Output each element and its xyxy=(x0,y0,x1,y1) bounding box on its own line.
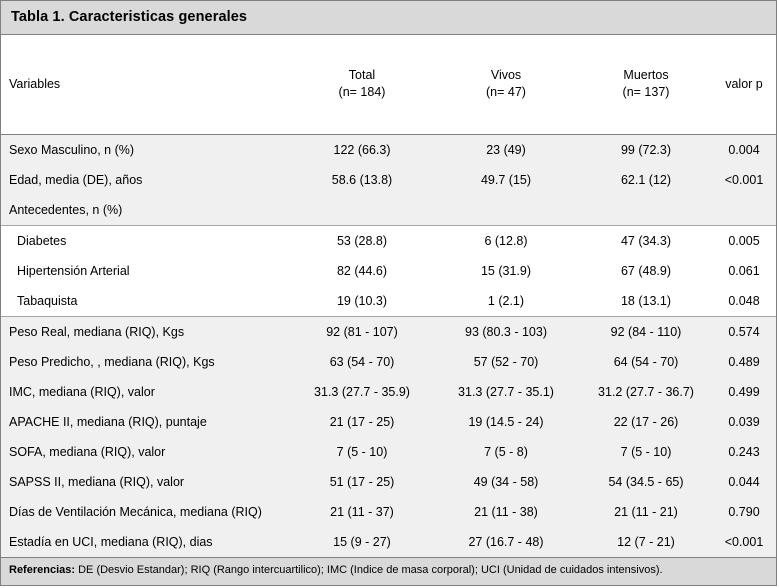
cell-total: 21 (11 - 37) xyxy=(288,497,436,527)
cell-pvalue: 0.574 xyxy=(716,317,776,348)
cell-total: 58.6 (13.8) xyxy=(288,165,436,195)
table-row xyxy=(1,135,776,166)
cell-muertos: 12 (7 - 21) xyxy=(576,527,716,557)
cell-total: 92 (81 - 107) xyxy=(288,317,436,348)
cell-vivos: 21 (11 - 38) xyxy=(436,497,576,527)
footnote-label: Referencias: xyxy=(9,564,76,577)
row-label: Peso Real, mediana (RIQ), Kgs xyxy=(1,317,288,348)
table-row xyxy=(1,165,776,195)
column-header-muertos-label: Muertos xyxy=(623,67,669,82)
cell-muertos: 67 (48.9) xyxy=(576,256,716,286)
cell-vivos: 49.7 (15) xyxy=(436,165,576,195)
column-header-variables: Variables xyxy=(1,35,288,135)
cell-pvalue: <0.001 xyxy=(716,527,776,557)
cell-vivos: 57 (52 - 70) xyxy=(436,347,576,377)
table-header-row xyxy=(1,35,776,135)
cell-total: 31.3 (27.7 - 35.9) xyxy=(288,377,436,407)
table-body xyxy=(1,35,776,557)
table-title: Tabla 1. Caracteristicas generales xyxy=(1,1,776,35)
row-label: Antecedentes, n (%) xyxy=(1,195,288,226)
column-header-total-label: Total xyxy=(348,67,376,82)
column-header-vivos-count: (n= 47) xyxy=(486,84,526,99)
cell-total: 51 (17 - 25) xyxy=(288,467,436,497)
table-row xyxy=(1,437,776,467)
table-row xyxy=(1,347,776,377)
cell-pvalue: 0.243 xyxy=(716,437,776,467)
cell-pvalue: <0.001 xyxy=(716,165,776,195)
cell-vivos: 1 (2.1) xyxy=(436,286,576,317)
cell-total: 21 (17 - 25) xyxy=(288,407,436,437)
cell-vivos: 31.3 (27.7 - 35.1) xyxy=(436,377,576,407)
cell-pvalue: 0.489 xyxy=(716,347,776,377)
cell-vivos: 27 (16.7 - 48) xyxy=(436,527,576,557)
column-header-pvalue: valor p xyxy=(716,35,776,135)
cell-pvalue: 0.004 xyxy=(716,135,776,166)
cell-pvalue: 0.499 xyxy=(716,377,776,407)
cell-muertos: 54 (34.5 - 65) xyxy=(576,467,716,497)
cell-vivos: 19 (14.5 - 24) xyxy=(436,407,576,437)
cell-vivos: 7 (5 - 8) xyxy=(436,437,576,467)
cell-muertos: 7 (5 - 10) xyxy=(576,437,716,467)
table-row xyxy=(1,195,776,226)
cell-total: 82 (44.6) xyxy=(288,256,436,286)
cell-pvalue: 0.790 xyxy=(716,497,776,527)
cell-pvalue: 0.048 xyxy=(716,286,776,317)
cell-pvalue: 0.005 xyxy=(716,226,776,257)
cell-muertos: 99 (72.3) xyxy=(576,135,716,166)
row-label: SAPSS II, mediana (RIQ), valor xyxy=(1,467,288,497)
column-header-vivos xyxy=(436,35,576,135)
cell-muertos: 21 (11 - 21) xyxy=(576,497,716,527)
row-label: Hipertensión Arterial xyxy=(1,256,288,286)
cell-muertos: 18 (13.1) xyxy=(576,286,716,317)
cell-total: 15 (9 - 27) xyxy=(288,527,436,557)
cell-vivos xyxy=(436,195,576,226)
row-label: Estadía en UCI, mediana (RIQ), dias xyxy=(1,527,288,557)
cell-pvalue: 0.039 xyxy=(716,407,776,437)
cell-vivos: 6 (12.8) xyxy=(436,226,576,257)
cell-muertos: 31.2 (27.7 - 36.7) xyxy=(576,377,716,407)
row-label: Peso Predicho, , mediana (RIQ), Kgs xyxy=(1,347,288,377)
cell-vivos: 23 (49) xyxy=(436,135,576,166)
cell-pvalue: 0.061 xyxy=(716,256,776,286)
cell-total: 53 (28.8) xyxy=(288,226,436,257)
cell-vivos: 49 (34 - 58) xyxy=(436,467,576,497)
column-header-muertos xyxy=(576,35,716,135)
cell-pvalue xyxy=(716,195,776,226)
cell-total: 122 (66.3) xyxy=(288,135,436,166)
cell-muertos xyxy=(576,195,716,226)
table-row xyxy=(1,467,776,497)
table-row xyxy=(1,527,776,557)
cell-muertos: 22 (17 - 26) xyxy=(576,407,716,437)
characteristics-table xyxy=(1,35,776,557)
row-label: Edad, media (DE), años xyxy=(1,165,288,195)
cell-muertos: 92 (84 - 110) xyxy=(576,317,716,348)
cell-total xyxy=(288,195,436,226)
footnote-text: DE (Desvio Estandar); RIQ (Rango intercuartilico); IMC (Indice de masa corporal); UCI (Unidad de cuidados intensivos). xyxy=(75,564,663,577)
cell-vivos: 15 (31.9) xyxy=(436,256,576,286)
column-header-vivos-label: Vivos xyxy=(490,67,522,82)
cell-muertos: 62.1 (12) xyxy=(576,165,716,195)
table-row xyxy=(1,226,776,257)
row-label: IMC, mediana (RIQ), valor xyxy=(1,377,288,407)
table-row xyxy=(1,256,776,286)
table-row xyxy=(1,407,776,437)
column-header-muertos-count: (n= 137) xyxy=(622,84,670,99)
cell-total: 7 (5 - 10) xyxy=(288,437,436,467)
table-footnote xyxy=(1,557,776,585)
row-label: Tabaquista xyxy=(1,286,288,317)
cell-total: 19 (10.3) xyxy=(288,286,436,317)
table-row xyxy=(1,497,776,527)
row-label: APACHE II, mediana (RIQ), puntaje xyxy=(1,407,288,437)
cell-muertos: 47 (34.3) xyxy=(576,226,716,257)
row-label: SOFA, mediana (RIQ), valor xyxy=(1,437,288,467)
table-row xyxy=(1,377,776,407)
row-label: Días de Ventilación Mecánica, mediana (RIQ) xyxy=(1,497,288,527)
cell-total: 63 (54 - 70) xyxy=(288,347,436,377)
column-header-total xyxy=(288,35,436,135)
table-row xyxy=(1,286,776,317)
cell-vivos: 93 (80.3 - 103) xyxy=(436,317,576,348)
table-row xyxy=(1,317,776,348)
cell-muertos: 64 (54 - 70) xyxy=(576,347,716,377)
row-label: Sexo Masculino, n (%) xyxy=(1,135,288,166)
row-label: Diabetes xyxy=(1,226,288,257)
cell-pvalue: 0.044 xyxy=(716,467,776,497)
column-header-total-count: (n= 184) xyxy=(338,84,386,99)
